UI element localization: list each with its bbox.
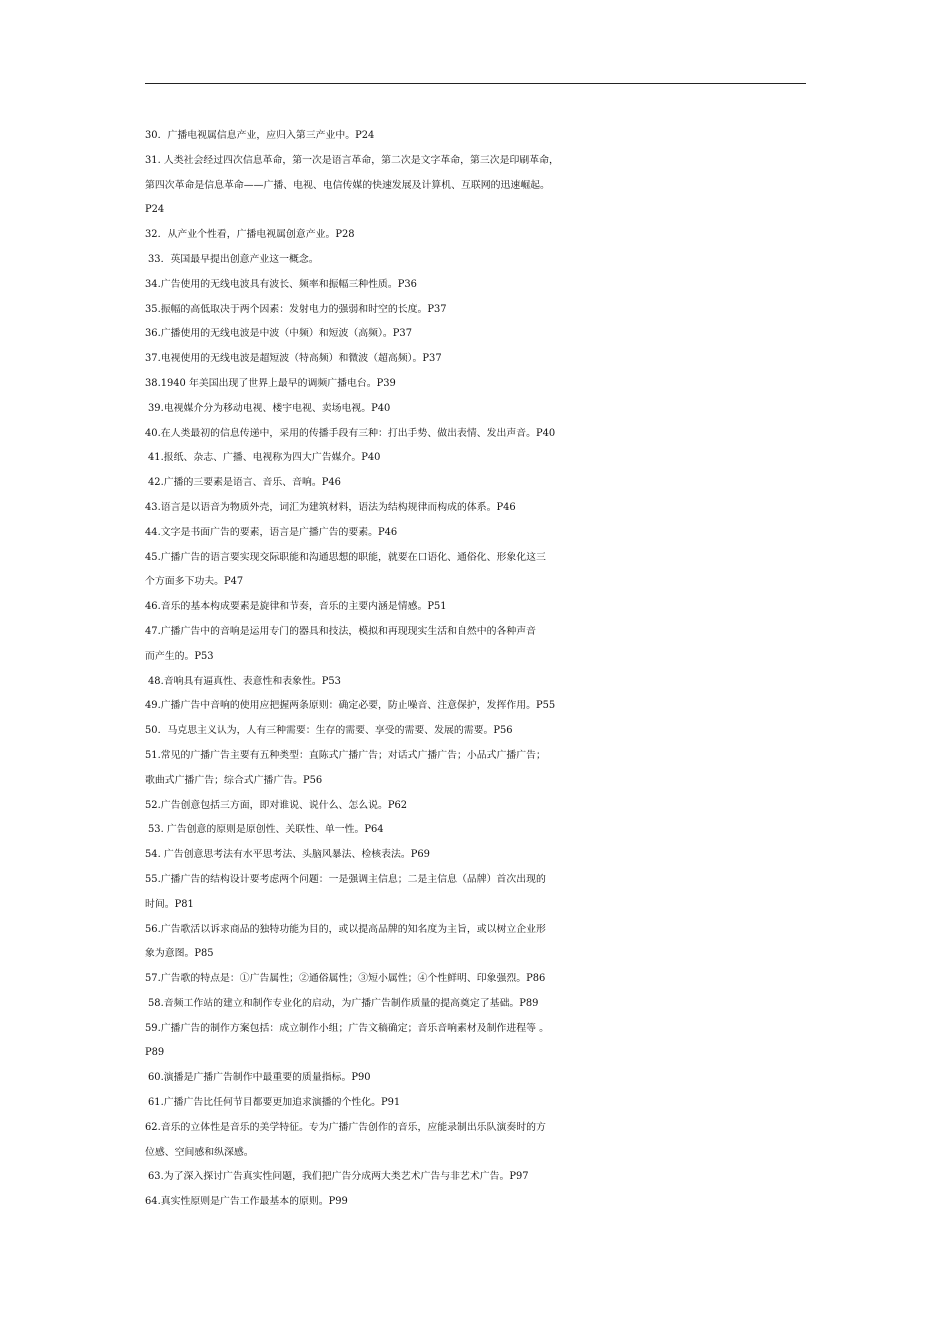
text-line: 第四次革命是信息革命——广播、电视、电信传媒的快速发展及计算机、互联网的迅速崛起。 [145, 179, 550, 191]
text-line: 31. 人类社会经过四次信息革命，第一次是语言革命，第二次是文字革命，第三次是印刷革命， [145, 154, 559, 166]
text-line: 58.音频工作站的建立和制作专业化的启动，为广播广告制作质量的提高奠定了基础。P89 [148, 997, 539, 1009]
text-line: 50．马克思主义认为，人有三种需要：生存的需要、享受的需要、发展的需要。P56 [145, 725, 513, 737]
text-line: P89 [145, 1047, 165, 1059]
text-line: 63.为了深入探讨广告真实性问题，我们把广告分成两大类艺术广告与非艺术广告。P97 [148, 1171, 529, 1183]
text-line: 51.常见的广播广告主要有五种类型：直陈式广播广告；对话式广播广告；小品式广播广告； [145, 749, 546, 761]
text-line: 48.音响具有逼真性、表意性和表象性。P53 [148, 675, 341, 687]
text-line: 个方面多下功夫。P47 [145, 576, 244, 588]
text-line: 43.语言是以语音为物质外壳，词汇为建筑材料，语法为结构规律而构成的体系。P46 [145, 501, 516, 513]
text-line: 36.广播使用的无线电波是中波（中频）和短波（高频）。P37 [145, 328, 412, 340]
text-line: 34.广告使用的无线电波具有波长、频率和振幅三种性质。P36 [145, 278, 417, 290]
text-line: 61.广播广告比任何节目都要更加追求演播的个性化。P91 [148, 1097, 401, 1109]
text-line: 位感、空间感和纵深感。 [145, 1146, 254, 1158]
text-line: 44.文字是书面广告的要素，语言是广播广告的要素。P46 [145, 526, 398, 538]
text-line: 而产生的。P53 [145, 650, 214, 662]
text-line: 46.音乐的基本构成要素是旋律和节奏，音乐的主要内涵是情感。P51 [145, 601, 447, 613]
text-line: 41.报纸、杂志、广播、电视称为四大广告媒介。P40 [148, 452, 381, 464]
text-line: 47.广播广告中的音响是运用专门的器具和技法，模拟和再现现实生活和自然中的各种声音 [145, 625, 536, 637]
text-line: 45.广播广告的语言要实现交际职能和沟通思想的职能，就要在口语化、通俗化、形象化这三 [145, 551, 546, 563]
text-line: 62.音乐的立体性是音乐的美学特征。专为广播广告创作的音乐，应能录制出乐队演奏时的方 [145, 1121, 546, 1133]
text-line: 53. 广告创意的原则是原创性、关联性、单一性。P64 [148, 824, 384, 836]
text-line: 32．从产业个性看，广播电视属创意产业。P28 [145, 229, 355, 241]
text-line: 56.广告歌活以诉求商品的独特功能为目的，或以提高品牌的知名度为主旨，或以树立企业形 [145, 923, 546, 935]
text-line: 30．广播电视属信息产业，应归入第三产业中。P24 [145, 130, 375, 141]
text-line: 42.广播的三要素是语言、音乐、音响。P46 [148, 477, 341, 489]
text-line: 38.1940 年美国出现了世界上最早的调频广播电台。P39 [145, 377, 396, 389]
header-divider [145, 83, 806, 84]
text-line: 时间。P81 [145, 898, 194, 910]
text-line: 57.广告歌的特点是：①广告属性；②通俗属性；③短小属性；④个性鲜明、印象强烈。P86 [145, 973, 546, 985]
text-line: 60.演播是广播广告制作中最重要的质量指标。P90 [148, 1072, 371, 1084]
text-line: 39.电视媒介分为移动电视、楼宇电视、卖场电视。P40 [148, 402, 391, 414]
text-line: 37.电视使用的无线电波是超短波（特高频）和微波（超高频）。P37 [145, 353, 442, 365]
text-line: 40.在人类最初的信息传递中，采用的传播手段有三种：打出手势、做出表情、发出声音。P40 [145, 427, 556, 439]
text-line: 55.广播广告的结构设计要考虑两个问题：一是强调主信息；二是主信息（品牌）首次出现的 [145, 873, 546, 885]
text-line: 59.广播广告的制作方案包括：成立制作小组；广告文稿确定；音乐音响素材及制作进程等 。 [145, 1022, 549, 1034]
text-line: 54. 广告创意思考法有水平思考法、头脑风暴法、检核表法。P69 [145, 849, 430, 861]
text-line: P24 [145, 204, 165, 216]
text-line: 歌曲式广播广告；综合式广播广告。P56 [145, 774, 323, 786]
text-line: 35.振幅的高低取决于两个因素：发射电力的强弱和时空的长度。P37 [145, 303, 447, 315]
text-line: 49.广播广告中音响的使用应把握两条原则：确定必要，防止噪音、注意保护，发挥作用。P55 [145, 700, 556, 712]
text-line: 象为意图。P85 [145, 948, 214, 960]
document-body [145, 124, 815, 1215]
text-line: 33．英国最早提出创意产业这一概念。 [148, 253, 319, 265]
text-line: 64.真实性原则是广告工作最基本的原则。P99 [145, 1196, 348, 1208]
text-line: 52.广告创意包括三方面，即对谁说、说什么、怎么说。P62 [145, 799, 408, 811]
